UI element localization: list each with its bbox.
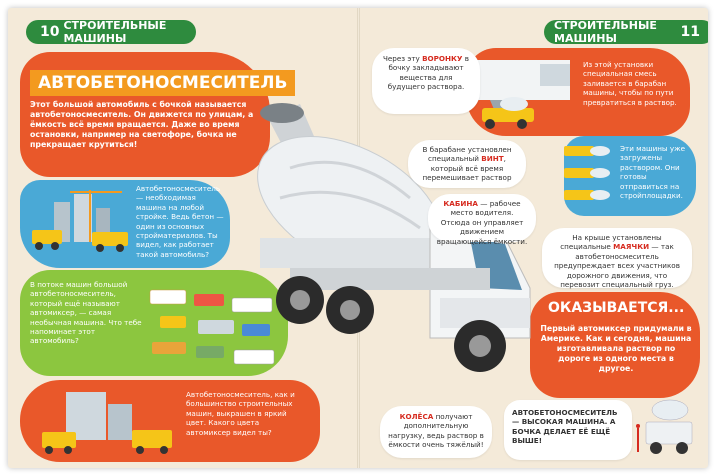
left-page-number: 10 [40, 24, 60, 40]
blue-text: Автобетоносмеситель — необходимая машина на любой стройке. Ведь бетон — один из основных стройматериалов. Ты видел, как работает такой автомобиль? [136, 184, 224, 259]
plant-text: Из этой установки специальная смесь заливается в барабан машины, чтобы по пути превратиться в раствор. [583, 60, 677, 107]
loaded-mixers-illustration [556, 142, 618, 216]
funnel-post: в бочку закладывают вещества для будущего раствора. [387, 54, 470, 92]
fact-title: ОКАЗЫВАЕТСЯ... [548, 300, 685, 316]
height-text: АВТОБЕТОНОСМЕСИТЕЛЬ — ВЫСОКАЯ МАШИНА. А БОЧКА ДЕЛАЕТ ЕЁ ЕЩЁ ВЫШЕ! [512, 408, 618, 446]
lights-callout [542, 228, 692, 288]
height-comparison-illustration [634, 392, 700, 462]
left-section-title: СТРОИТЕЛЬНЫЕ МАШИНЫ [63, 19, 167, 45]
lights-post: — так автобетоносмеситель предупреждает всех участников дорожного движения, что перевозит специальный груз. [554, 242, 680, 290]
orange-text: Автобетоносмеситель, как и большинство строительных машин, выкрашен в яркий цвет. Какого цвета автомиксер видел ты? [186, 390, 295, 437]
screw-callout [408, 140, 526, 188]
funnel-pre: Через эту [382, 54, 420, 63]
wheels-post: получают дополнительную нагрузку, ведь раствор в ёмкости очень тяжёлый! [388, 412, 484, 450]
page-title: АВТОБЕТОНОСМЕСИТЕЛЬ [30, 70, 295, 96]
lights-key: МАЯЧКИ [613, 242, 650, 252]
loaded-text: Эти машины уже загружены раствором. Они готовы отправиться на стройплощадки. [620, 144, 686, 201]
green-text: В потоке машин большой автобетоносмеситель, который ещё называют автомиксер, — самая необычная машина. Что тебе напоминает этот автомобиль? [30, 280, 142, 346]
wheels-key: КОЛЁСА [399, 412, 434, 421]
site-illustration [36, 386, 176, 458]
fact-text: Первый автомиксер придумали в Америке. Как и сегодня, машина изготавливала раствор по дороге из одного места в другое. [540, 324, 692, 373]
right-section-title: СТРОИТЕЛЬНЫЕ МАШИНЫ [554, 19, 657, 45]
screw-pre: В барабане установлен специальный [422, 145, 512, 164]
left-page-header [26, 20, 196, 44]
right-page-number: 11 [680, 24, 700, 40]
construction-illustration [30, 188, 140, 260]
funnel-key: ВОРОНКУ [422, 54, 463, 63]
cabin-callout [428, 194, 536, 246]
cabin-post: — рабочее место водителя. Отсюда он управляет движением вращающейся ёмкости. [436, 199, 528, 246]
funnel-callout [372, 48, 480, 114]
cabin-key: КАБИНА [443, 199, 478, 208]
intro-text: Этот большой автомобиль с бочкой называется автобетоносмеситель. Он движется по улицам, а ёмкость всё время вращается. Даже во время остановки, например на светофоре, бочка не прекращает крутиться! [30, 100, 254, 149]
book-spread [8, 8, 708, 468]
lights-pre: На крыше установлены специальные [560, 233, 662, 252]
wheels-callout [380, 406, 492, 458]
right-page-header [544, 20, 708, 44]
screw-key: ВИНТ [481, 154, 504, 164]
screw-post: , который всё время перемешивает раствор [422, 154, 512, 183]
